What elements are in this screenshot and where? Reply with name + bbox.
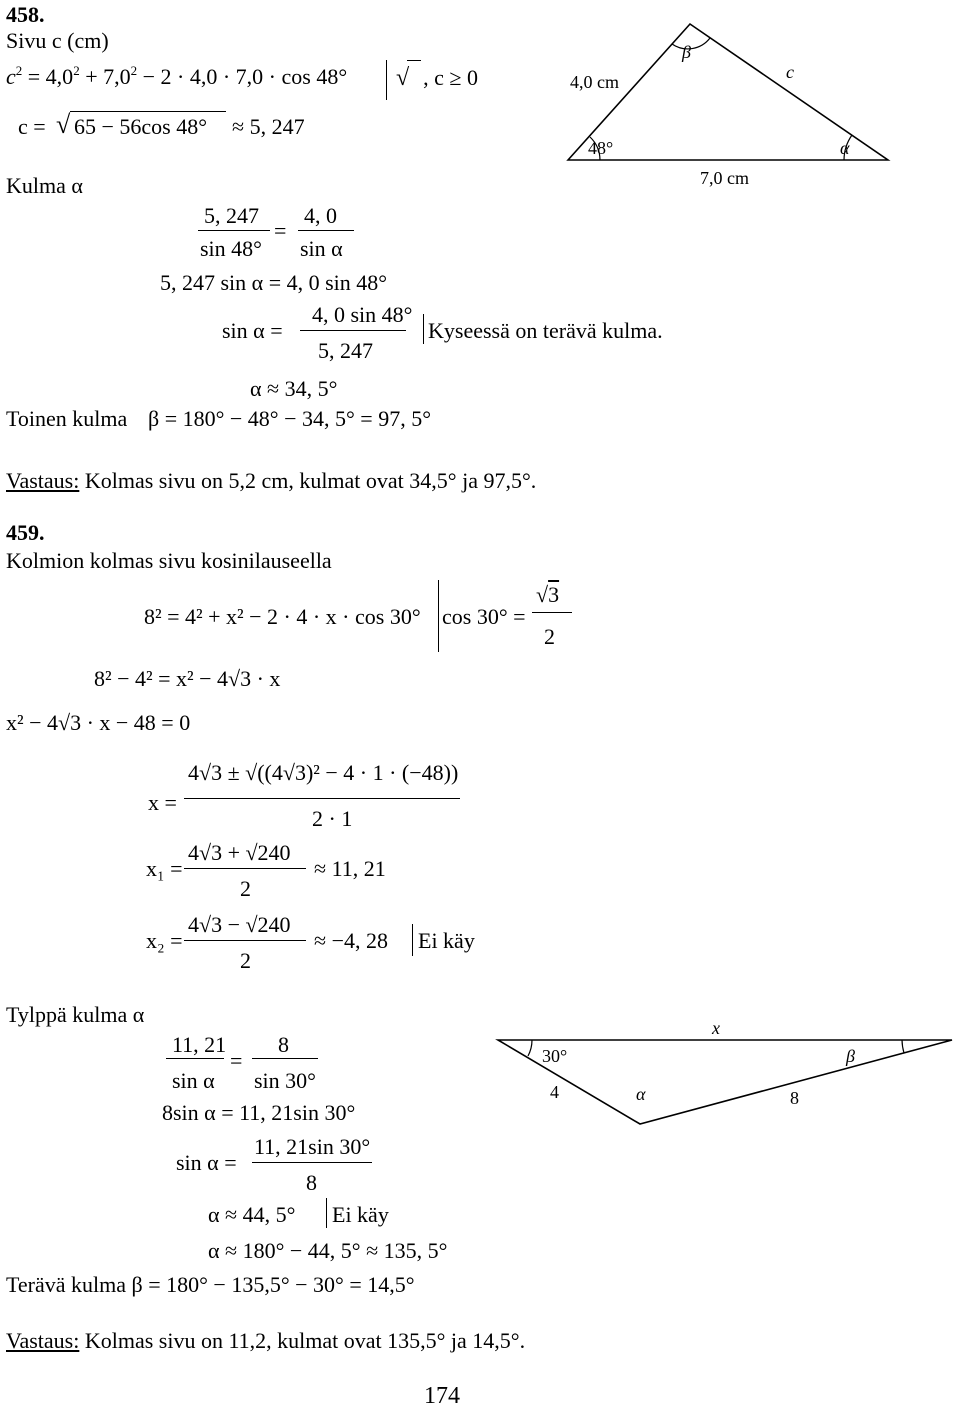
p458-c-lhs: c = (18, 114, 46, 139)
p459-reject2-bar (326, 1198, 327, 1228)
p459-cos-den: 2 (544, 624, 555, 649)
p458-c-radicand: 65 − 56cos 48° (74, 114, 208, 139)
problem-number-458: 458. (6, 2, 45, 27)
p458-ratio-bar-right (298, 230, 354, 231)
p459-reject-bar (412, 924, 413, 956)
p458-intro: Sivu c (cm) (6, 28, 109, 53)
p458-fig-angle-right: α (840, 138, 850, 158)
p459-sin-num: 11, 21sin 30° (254, 1134, 371, 1159)
p459-ratio-bar-left (166, 1058, 224, 1059)
p459-triangle-figure (490, 1010, 960, 1140)
p458-alpha-result: α ≈ 34, 5° (250, 376, 338, 401)
p459-x2-bar (184, 940, 306, 941)
p459-x1-bar (184, 868, 306, 869)
p459-ratio-bar-right (252, 1058, 318, 1059)
p459-ratio-den-right: sin 30° (254, 1068, 316, 1093)
p459-quad-bar (184, 798, 460, 799)
p459-reject-note: Ei käy (418, 928, 475, 953)
p459-ratio-num-right: 8 (278, 1032, 289, 1057)
p459-x2-den: 2 (240, 948, 251, 973)
p459-cos-bar (438, 580, 439, 652)
p459-fig-angle-right: β (846, 1046, 855, 1066)
p459-cos-lhs: cos 30° = (442, 604, 526, 629)
p459-sin-lhs: sin α = (176, 1150, 237, 1175)
p459-obtuse-heading: Tylppä kulma α (6, 1002, 145, 1027)
p459-cos-num: √3 (536, 582, 560, 607)
p458-angle-arc-top (672, 38, 710, 49)
p458-fig-angle-left: 48° (588, 138, 614, 158)
p458-triangle-figure (560, 20, 900, 200)
p458-c-value: ≈ 5, 247 (232, 114, 305, 139)
p459-quad-num: 4√3 ± √((4√3)² − 4 · 1 · (−48)) (188, 760, 459, 785)
p458-sin-bar (300, 330, 406, 331)
p459-x1-value: ≈ 11, 21 (314, 856, 386, 881)
p459-x1-lhs: x₁ = (146, 856, 183, 881)
p458-sqrt-condition: √ , c ≥ 0 (396, 66, 478, 90)
p458-ratio-eq: = (274, 218, 287, 243)
p459-x1-den: 2 (240, 876, 251, 901)
p458-angle-heading: Kulma α (6, 173, 83, 198)
p459-fig-side-top: x (712, 1018, 720, 1038)
p458-cross-multiply: 5, 247 sin α = 4, 0 sin 48° (160, 270, 388, 295)
p459-angle-arc-right (902, 1040, 904, 1053)
p459-cos-frac-bar (532, 612, 572, 613)
p458-sqrt-sign: √ (56, 110, 71, 139)
p458-sin-num: 4, 0 sin 48° (312, 302, 413, 327)
p458-beta-equation: β = 180° − 48° − 34, 5° = 97, 5° (148, 406, 432, 431)
p458-acute-note: Kyseessä on terävä kulma. (428, 318, 663, 343)
p459-angle-arc-left (528, 1040, 532, 1056)
p459-fig-angle-left: 30° (542, 1046, 568, 1066)
p459-x1-num: 4√3 + √240 (188, 840, 291, 865)
p459-acute-angle-line: Terävä kulma β = 180° − 135,5° − 30° = 14,5° (6, 1272, 415, 1297)
p459-x2-num: 4√3 − √240 (188, 912, 291, 937)
p459-sin-den: 8 (306, 1170, 317, 1195)
p458-fig-side-top: c (786, 62, 794, 82)
p459-ratio-num-left: 11, 21 (172, 1032, 227, 1057)
p459-alpha-first: α ≈ 44, 5° (208, 1202, 296, 1227)
p458-law-of-cosines: $c^2 = 4,0^2 + 7,0^2 - 2 \cdot 4,0 \cdot 7,0 \cdot \cos 48^\circ$ (6, 63, 348, 89)
p458-note-bar (423, 314, 424, 344)
p459-quad-lhs: x = (148, 790, 177, 815)
p459-fig-side-right: 8 (790, 1088, 799, 1108)
p459-intro: Kolmion kolmas sivu kosinilauseella (6, 548, 332, 573)
p459-ratio-eq: = (230, 1048, 243, 1073)
p459-answer: Vastaus: Kolmas sivu on 11,2, kulmat ovat 135,5° ja 14,5°. (6, 1328, 526, 1353)
p459-quadratic: x² − 4√3 · x − 48 = 0 (6, 710, 191, 735)
p458-fig-side-left: 4,0 cm (570, 72, 619, 92)
p458-ratio-bar-left (198, 230, 270, 231)
p459-reject2-note: Ei käy (332, 1202, 389, 1227)
p458-ratio-den-left: sin 48° (200, 236, 262, 261)
p459-fig-side-left: 4 (550, 1082, 559, 1102)
p459-x2-lhs: x₂ = (146, 928, 183, 953)
p459-cross-multiply: 8sin α = 11, 21sin 30° (162, 1100, 356, 1125)
p458-answer: Vastaus: Kolmas sivu on 5,2 cm, kulmat ovat 34,5° ja 97,5°. (6, 468, 537, 493)
p459-fig-angle-bottom: α (636, 1084, 646, 1104)
p458-ratio-den-right: sin α (300, 236, 343, 261)
p458-fig-side-bottom: 7,0 cm (700, 168, 749, 188)
p459-step2: 8² − 4² = x² − 4√3 · x (94, 666, 281, 691)
p459-alpha-second: α ≈ 180° − 44, 5° ≈ 135, 5° (208, 1238, 448, 1263)
p458-cond-bar (386, 60, 387, 100)
p459-law-of-cosines: 8² = 4² + x² − 2 · 4 · x · cos 30° (144, 604, 421, 629)
p458-sqrt-bar (70, 111, 226, 112)
p458-ratio-num-left: 5, 247 (204, 203, 259, 228)
page-number: 174 (424, 1383, 460, 1409)
p458-sin-den: 5, 247 (318, 338, 373, 363)
p458-sin-lhs: sin α = (222, 318, 283, 343)
p458-fig-angle-top: β (682, 42, 691, 62)
p458-second-angle-label: Toinen kulma (6, 406, 128, 431)
p459-ratio-den-left: sin α (172, 1068, 215, 1093)
p459-quad-den: 2 · 1 (312, 806, 353, 831)
p458-ratio-num-right: 4, 0 (304, 203, 337, 228)
p459-x2-value: ≈ −4, 28 (314, 928, 388, 953)
problem-number-459: 459. (6, 520, 45, 545)
p459-sin-bar (252, 1162, 372, 1163)
